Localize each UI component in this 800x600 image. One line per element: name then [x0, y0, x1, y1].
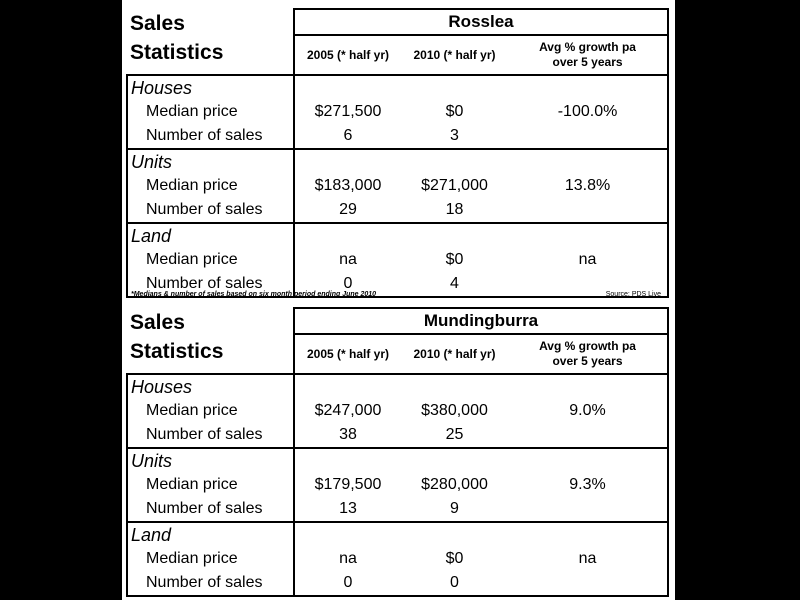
- units-median-2005: $183,000: [294, 174, 401, 198]
- row-label-median: Median price: [127, 248, 294, 272]
- land-sales-2005: 0: [294, 571, 401, 596]
- row-label-sales: Number of sales: [127, 497, 294, 522]
- title-line-2: Statistics: [130, 340, 224, 363]
- units-growth: 13.8%: [508, 174, 668, 198]
- col-header-growth: [508, 334, 668, 374]
- area-name: Mundingburra: [294, 308, 668, 334]
- land-median-2010: $0: [445, 550, 464, 567]
- units-sales-2010: 9: [450, 500, 459, 517]
- category-land: Land: [127, 223, 294, 248]
- land-growth: na: [508, 248, 668, 272]
- row-label-sales: Number of sales: [127, 198, 294, 223]
- units-median-2010: $271,000: [421, 177, 488, 194]
- category-units: Units: [127, 149, 294, 174]
- land-growth: na: [508, 547, 668, 571]
- units-sales-2005: 13: [294, 497, 401, 522]
- land-median-2005: na: [294, 248, 401, 272]
- houses-sales-2005: 6: [294, 124, 401, 149]
- col-header-growth-line1: Avg % growth pa: [539, 339, 636, 353]
- land-sales-2005: 0: [294, 272, 401, 297]
- col-header-growth-line1: Avg % growth pa: [539, 40, 636, 54]
- category-houses: Houses: [127, 75, 294, 100]
- col-header-growth: [508, 35, 668, 75]
- units-sales-2005: 29: [294, 198, 401, 223]
- houses-growth: -100.0%: [508, 100, 668, 124]
- row-label-median: Median price: [127, 100, 294, 124]
- row-label-median: Median price: [127, 174, 294, 198]
- title-line-1: Sales: [130, 12, 185, 35]
- title-line-2: Statistics: [130, 41, 224, 64]
- table-title: [127, 308, 294, 374]
- houses-median-2005: $247,000: [294, 399, 401, 423]
- land-median-2010: $0: [445, 251, 464, 268]
- footnote-row: [131, 291, 661, 305]
- col-header-2005: 2005 (* half yr): [294, 35, 401, 75]
- col-header-2010: 2010 (* half yr): [401, 35, 508, 75]
- col-header-2005: 2005 (* half yr): [294, 334, 401, 374]
- land-sales-2010: 0: [401, 571, 508, 596]
- col-header-growth-line2: over 5 years: [552, 354, 623, 368]
- row-label-sales: Number of sales: [127, 571, 294, 596]
- row-label-sales: Number of sales: [127, 124, 294, 149]
- units-sales-2010: 18: [445, 201, 464, 218]
- units-median-2010: $280,000: [421, 476, 488, 493]
- houses-median-2010: $0: [445, 103, 464, 120]
- houses-median-2010: $380,000: [421, 402, 488, 419]
- units-median-2005: $179,500: [294, 473, 401, 497]
- row-label-sales: Number of sales: [127, 272, 294, 297]
- source-text: Source: PDS Live: [605, 291, 661, 298]
- sales-statistics-table-rosslea: [126, 8, 669, 298]
- col-header-growth-line2: over 5 years: [552, 55, 623, 69]
- houses-sales-2010: 3: [450, 127, 459, 144]
- units-growth: 9.3%: [508, 473, 668, 497]
- row-label-sales: Number of sales: [127, 423, 294, 448]
- footnote-text: *Medians & number of sales based on six month period ending June 2010: [131, 291, 377, 298]
- houses-sales-2010: 25: [445, 426, 464, 443]
- houses-sales-2005: 38: [294, 423, 401, 448]
- area-name: Rosslea: [294, 9, 668, 35]
- row-label-median: Median price: [127, 473, 294, 497]
- sales-statistics-table-mundingburra: [126, 307, 669, 597]
- land-median-2005: na: [294, 547, 401, 571]
- houses-growth: 9.0%: [508, 399, 668, 423]
- table-title: [127, 9, 294, 75]
- title-line-1: Sales: [130, 311, 185, 334]
- category-units: Units: [127, 448, 294, 473]
- houses-median-2005: $271,500: [294, 100, 401, 124]
- row-label-median: Median price: [127, 399, 294, 423]
- row-label-median: Median price: [127, 547, 294, 571]
- category-land: Land: [127, 522, 294, 547]
- category-houses: Houses: [127, 374, 294, 399]
- land-sales-2010: 4: [401, 272, 508, 297]
- col-header-2010: 2010 (* half yr): [401, 334, 508, 374]
